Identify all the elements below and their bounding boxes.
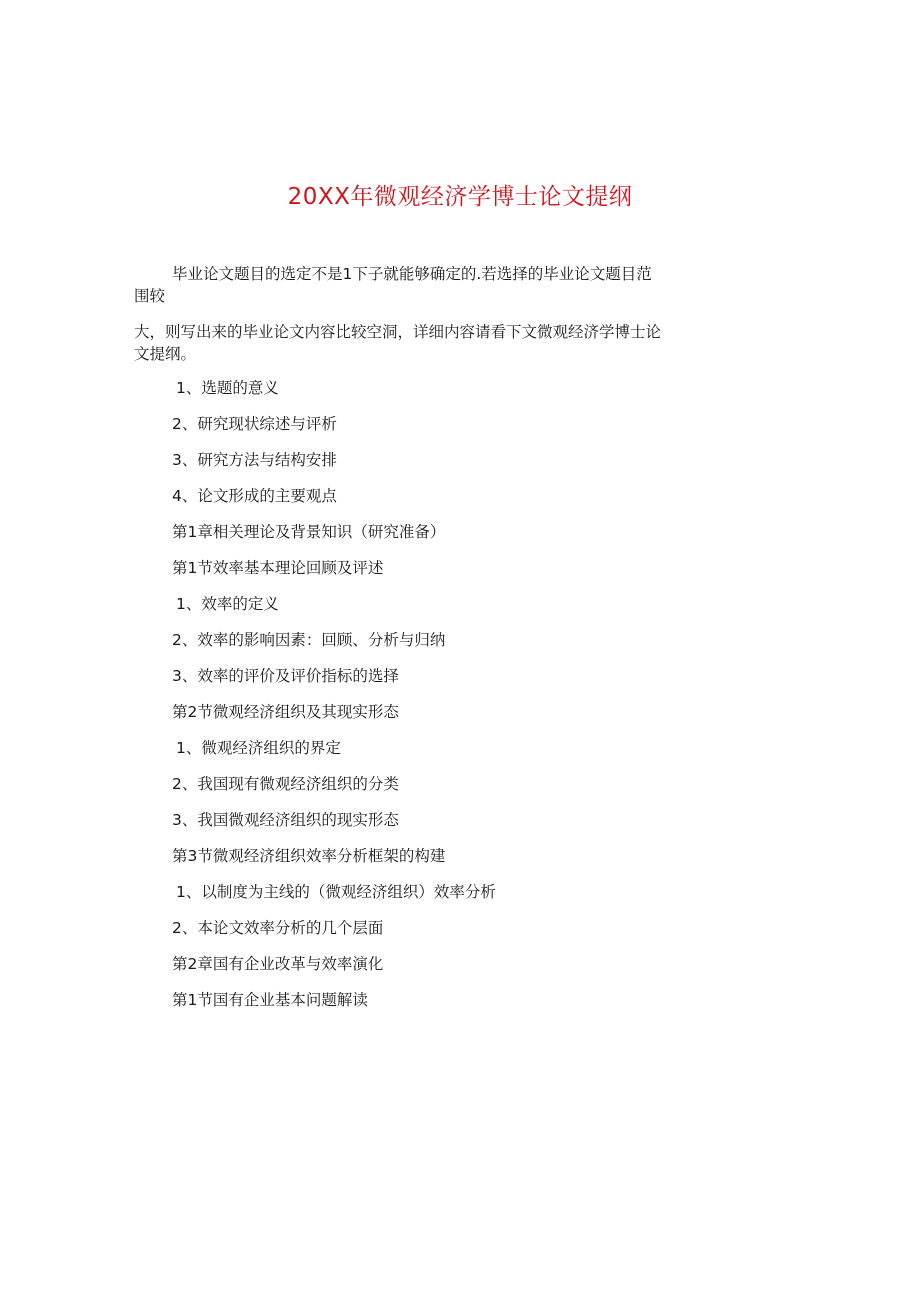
- outline-item: 2、本论文效率分析的几个层面: [172, 919, 384, 937]
- outline-item: 1、效率的定义: [176, 595, 279, 613]
- document-title: 20XX年微观经济学博士论文提纲: [287, 184, 633, 210]
- intro-paragraph-2: 大，则写出来的毕业论文内容比较空洞，详细内容请看下文微观经济学博士论文提纲。: [134, 323, 662, 363]
- outline-item: 1、微观经济组织的界定: [176, 739, 341, 757]
- outline-list: [172, 377, 496, 1025]
- outline-section-heading: 第2节微观经济组织及其现实形态: [172, 703, 399, 721]
- outline-section-heading: 第1节国有企业基本问题解读: [172, 991, 368, 1009]
- outline-item: 1、选题的意义: [176, 379, 279, 397]
- outline-chapter-heading: 第1章相关理论及背景知识（研究准备）: [172, 523, 446, 541]
- outline-item: 1、以制度为主线的（微观经济组织）效率分析: [176, 883, 496, 901]
- outline-item: 2、我国现有微观经济组织的分类: [172, 775, 399, 793]
- outline-section-heading: 第3节微观经济组织效率分析框架的构建: [172, 847, 446, 865]
- outline-item: 3、我国微观经济组织的现实形态: [172, 811, 399, 829]
- outline-item: 3、效率的评价及评价指标的选择: [172, 667, 399, 685]
- outline-item: 2、研究现状综述与评析: [172, 415, 337, 433]
- outline-chapter-heading: 第2章国有企业改革与效率演化: [172, 955, 384, 973]
- outline-section-heading: 第1节效率基本理论回顾及评述: [172, 559, 384, 577]
- outline-item: 2、效率的影响因素：回顾、分析与归纳: [172, 631, 446, 649]
- intro-paragraph-1: 毕业论文题目的选定不是1下子就能够确定的.若选择的毕业论文题目范围较: [134, 265, 652, 305]
- outline-item: 4、论文形成的主要观点: [172, 487, 337, 505]
- outline-item: 3、研究方法与结构安排: [172, 451, 337, 469]
